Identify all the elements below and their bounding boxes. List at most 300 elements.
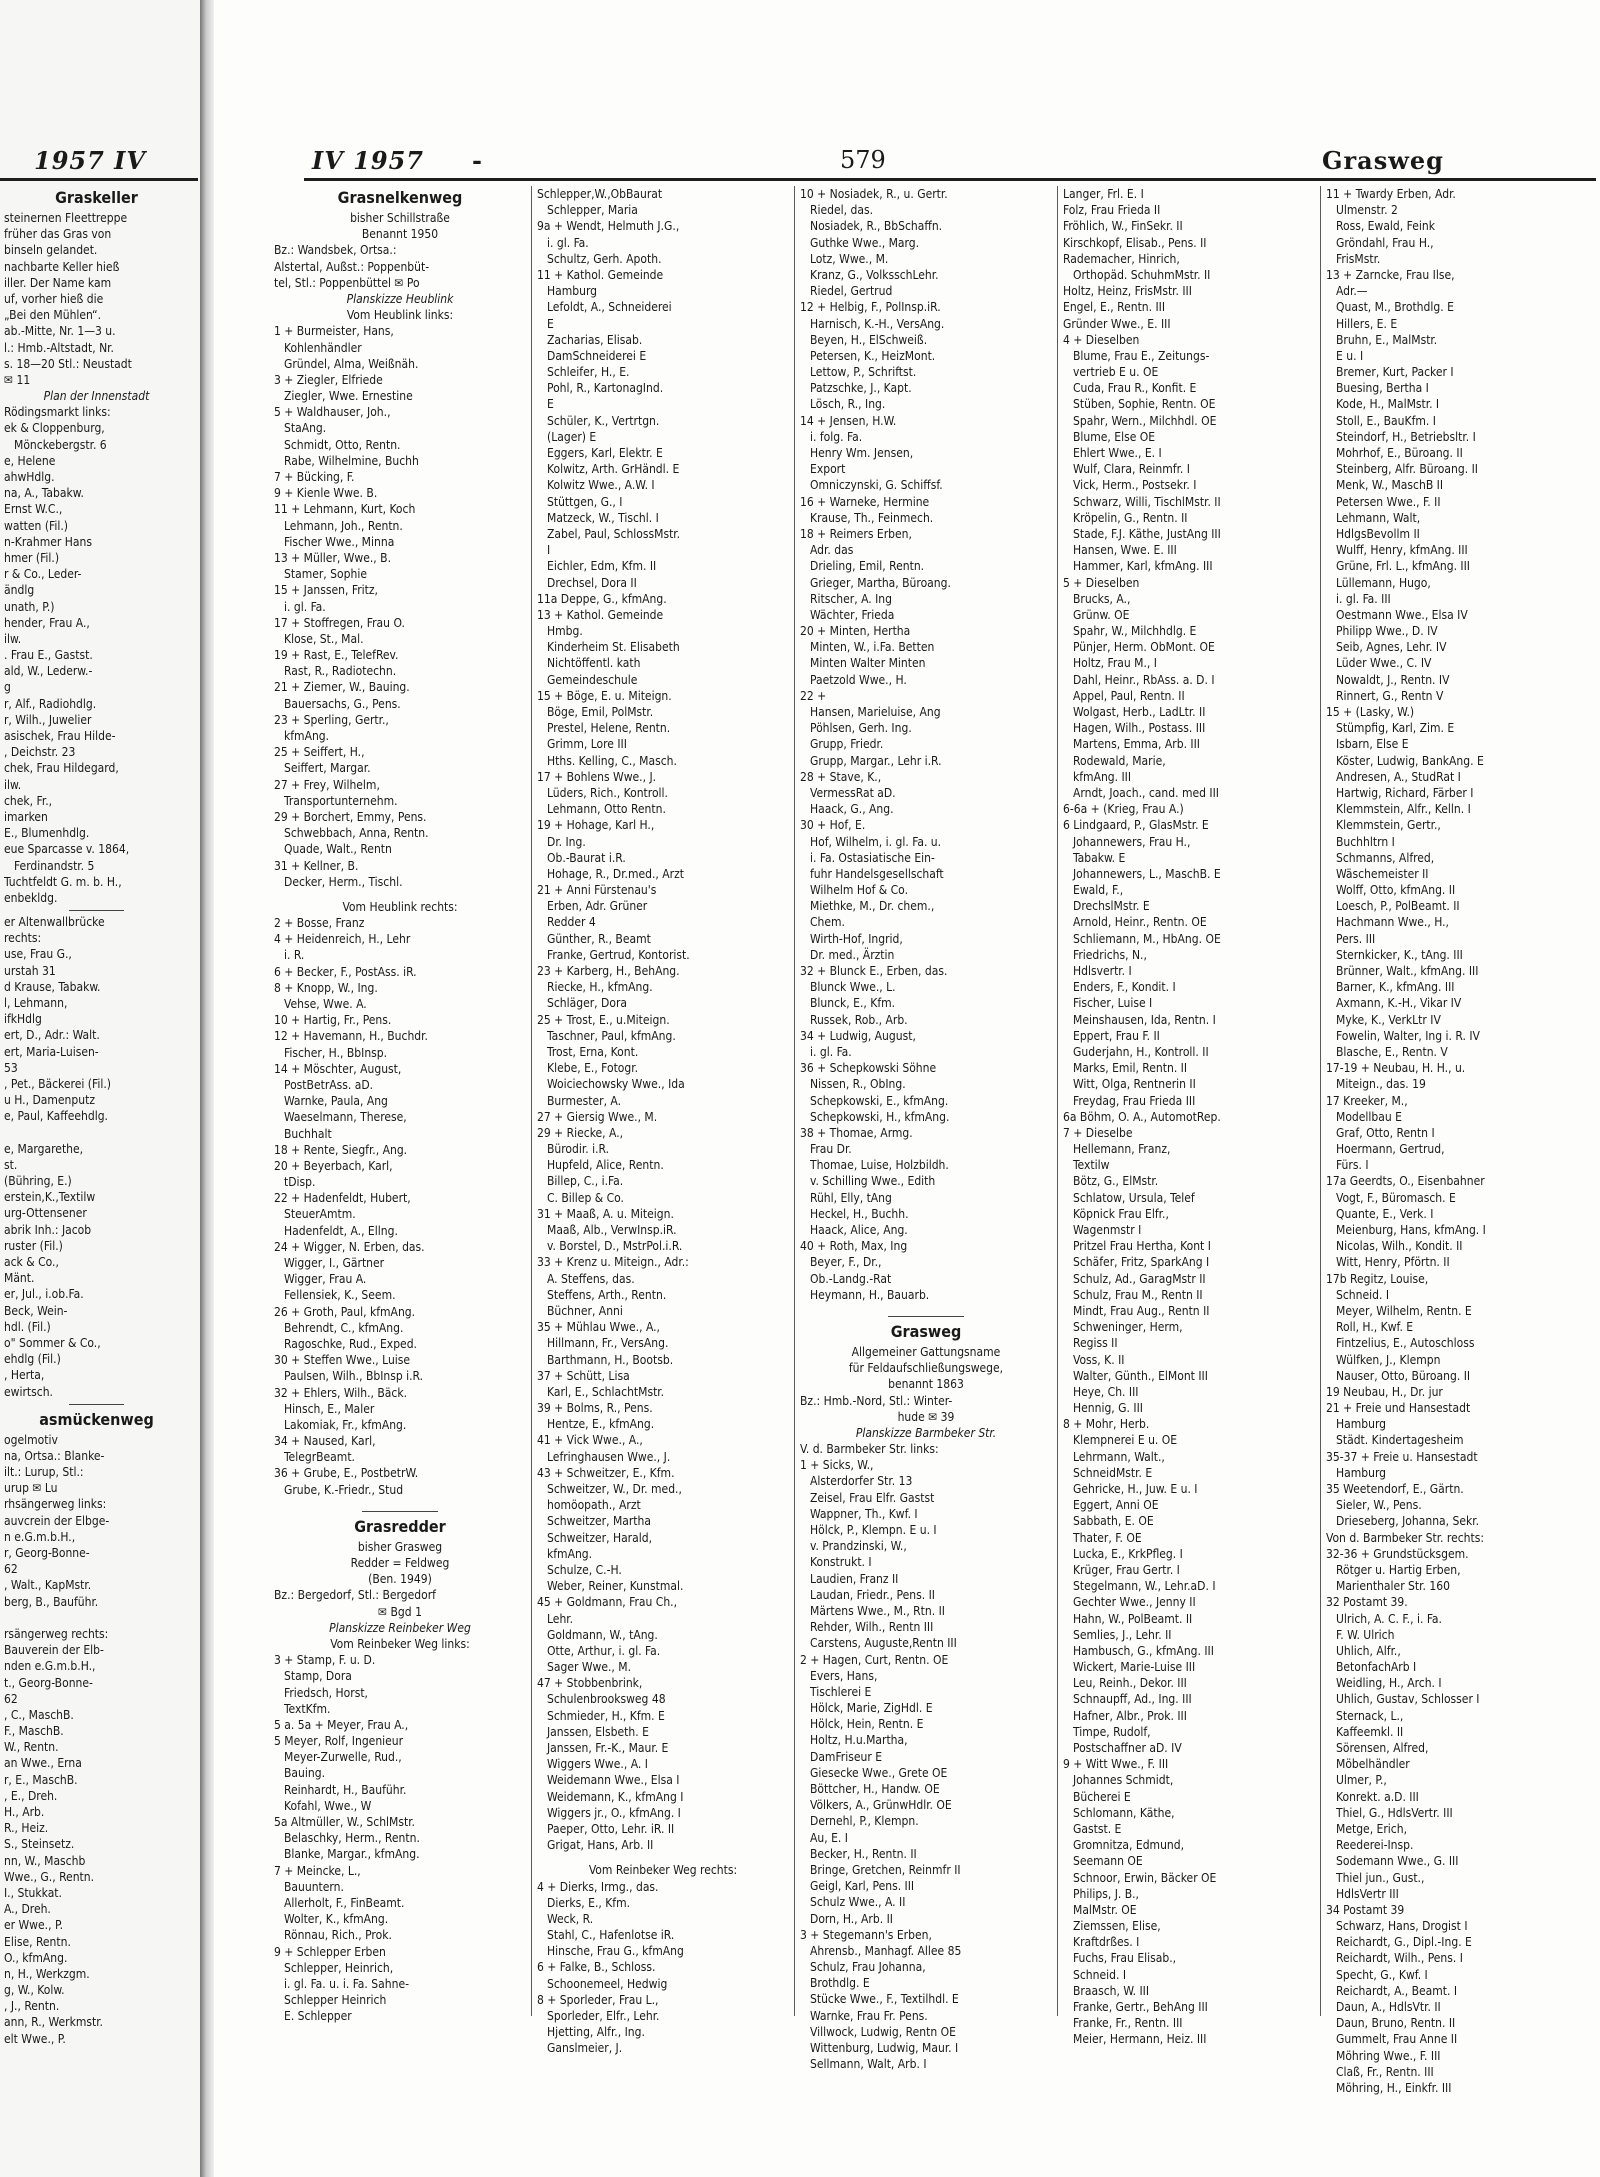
directory-line: watten (Fil.) (4, 518, 69, 533)
house-entry: 35-37 + Freie u. Hansestadt (1326, 1449, 1478, 1464)
resident-entry: Böge, Emil, PolMstr. (547, 705, 654, 719)
resident-entry: Schwebbach, Anna, Rentn. (284, 826, 429, 841)
resident-entry: kfmAng. (547, 1546, 593, 1561)
resident-entry: Metge, Erich, (1336, 1821, 1408, 1836)
resident-entry: Lefoldt, A., Schneiderei (547, 300, 672, 315)
resident-entry: Hadenfeldt, A., Ellng. (284, 1223, 398, 1238)
resident-entry: Bauersachs, G., Pens. (284, 696, 401, 711)
house-entry: 41 + Vick Wwe., A., (537, 1433, 643, 1448)
resident-entry: TextKfm. (284, 1701, 331, 1716)
resident-entry: Lehmann, Walt, (1336, 510, 1421, 525)
resident-entry: StaAng. (284, 421, 327, 436)
resident-entry: Hinsch, E., Maler (284, 1401, 375, 1416)
resident-entry: Walter, Günth., ElMont III (1073, 1368, 1208, 1383)
resident-entry: Kofahl, Wwe., W (284, 1798, 372, 1813)
resident-entry: Quade, Walt., Rentn (284, 842, 392, 857)
house-entry: 14 + Möschter, August, (274, 1061, 402, 1076)
right-header-rule (304, 178, 1596, 181)
resident-entry: Schmieder, H., Kfm. E (547, 1708, 665, 1723)
directory-line: na, A., Tabakw. (4, 486, 84, 501)
resident-entry: Grimm, Lore III (547, 737, 627, 752)
street-note: (Ben. 1949) (368, 1572, 432, 1587)
resident-entry: Lucka, E., KrkPfleg. I (1073, 1546, 1183, 1561)
resident-entry: Büchner, Anni (547, 1303, 623, 1318)
column-separator (794, 186, 795, 2016)
resident-entry: Myke, K., VerkLtr IV (1336, 1012, 1441, 1027)
resident-entry: Kolwitz, Arth. GrHändl. E (547, 462, 680, 477)
resident-entry: Lakomiak, Fr., kfmAng. (284, 1417, 407, 1432)
resident-entry: Johannewers, L., MaschB. E (1073, 866, 1221, 881)
resident-entry: Lehrmann, Walt., (1073, 1449, 1165, 1464)
resident-entry: PostBetrAss. aD. (284, 1077, 374, 1092)
resident-entry: Hahn, W., PolBeamt. II (1073, 1611, 1193, 1626)
directory-line: Alstertal, Außst.: Poppenbüt- (274, 259, 430, 274)
resident-entry: I (547, 543, 551, 558)
resident-entry: Schneid. I (1336, 1287, 1390, 1302)
directory-line: Elise, Rentn. (4, 1934, 71, 1949)
resident-entry: Tabakw. E (1073, 850, 1126, 865)
house-entry: 2 + Bosse, Franz (274, 916, 365, 931)
resident-entry: Thater, F. OE (1073, 1530, 1142, 1545)
resident-entry: Hjetting, Alfr., Ing. (547, 2025, 645, 2040)
house-entry: 6-6a + (Krieg, Frau A.) (1063, 802, 1184, 817)
directory-line: er Wwe., P. (4, 1918, 64, 1933)
resident-entry: Wulf, Clara, Reinmfr. I (1073, 462, 1190, 477)
house-entry: 26 + Groth, Paul, kfmAng. (274, 1304, 416, 1319)
resident-entry: Lüder Wwe., C. IV (1336, 656, 1432, 671)
resident-entry: Nichtöffentl. kath (547, 656, 641, 671)
resident-entry: Otte, Arthur, i. gl. Fa. (547, 1643, 661, 1658)
house-entry: 16 + Warneke, Hermine (800, 494, 930, 509)
resident-entry: Brucks, A., (1073, 591, 1131, 606)
resident-entry: Lüllemann, Hugo, (1336, 575, 1431, 590)
resident-entry: E (547, 397, 554, 412)
resident-entry: Ulmenstr. 2 (1336, 203, 1398, 218)
resident-entry: Krüger, Frau Gertr. I (1073, 1562, 1180, 1577)
directory-line: rsängerweg rechts: (4, 1626, 109, 1641)
right-running-head-street: Grasweg (1322, 146, 1444, 175)
resident-entry: Schlepper, Maria (547, 203, 638, 218)
house-entry: 17 + Stoffregen, Frau O. (274, 615, 405, 630)
house-entry: 5 a. 5a + Meyer, Frau A., (274, 1717, 409, 1732)
resident-entry: DamFriseur E (810, 1749, 883, 1764)
left-page-column (4, 186, 189, 2046)
resident-entry: Städt. Kindertagesheim (1336, 1433, 1464, 1448)
resident-entry: Klempnerei E u. OE (1073, 1433, 1178, 1448)
house-entry: 19 Neubau, H., Dr. jur (1326, 1384, 1443, 1399)
directory-line: ✉ 11 (4, 372, 31, 387)
resident-entry: Laudien, Franz II (810, 1571, 899, 1586)
resident-entry: Bücherei E (1073, 1789, 1131, 1804)
resident-entry: Klebe, E., Fotogr. (547, 1061, 639, 1076)
directory-line: ald, W., Lederw.- (4, 664, 93, 679)
resident-entry: Specht, G., Kwf. I (1336, 1967, 1428, 1982)
directory-line: H., Arb. (4, 1805, 45, 1819)
street-note: Vom Reinbeker Weg rechts: (588, 1863, 738, 1878)
resident-entry: Lettow, P., Schriftst. (810, 365, 917, 380)
resident-entry: Goldmann, W., tAng. (547, 1627, 658, 1642)
resident-entry: Quast, M., Brothdlg. E (1336, 300, 1454, 315)
resident-entry: Schäfer, Fritz, SparkAng I (1073, 1255, 1210, 1270)
resident-entry: TelegrBeamt. (284, 1450, 355, 1465)
directory-line: berg, B., Bauführ. (4, 1594, 99, 1609)
resident-entry: Claß, Fr., Rentn. III (1336, 2064, 1434, 2079)
house-entry: 13 + Müller, Wwe., B. (274, 550, 391, 565)
resident-entry: Evers, Hans, (810, 1668, 878, 1683)
resident-entry: Seiffert, Margar. (284, 761, 371, 776)
resident-entry: Heckel, H., Buchh. (810, 1206, 909, 1221)
resident-entry: Steindorf, H., Betriebsltr. I (1336, 429, 1476, 444)
house-entry: 5 Meyer, Rolf, Ingenieur (274, 1734, 404, 1749)
house-entry: 8 + Mohr, Herb. (1063, 1417, 1150, 1432)
resident-entry: Drieseberg, Johanna, Sekr. (1336, 1514, 1480, 1529)
street-note: Benannt 1950 (361, 227, 439, 242)
directory-line: Gründer Wwe., E. III (1063, 316, 1171, 331)
house-entry: 5a Altmüller, W., SchlMstr. (274, 1815, 415, 1829)
resident-entry: Weidemann Wwe., Elsa I (547, 1773, 680, 1788)
resident-entry: Hammer, Karl, kfmAng. III (1073, 559, 1213, 574)
resident-entry: Hennig, G. III (1073, 1401, 1143, 1416)
resident-entry: Schulz, Ad., GaragMstr II (1073, 1271, 1206, 1286)
resident-entry: Meienburg, Hans, kfmAng. I (1336, 1223, 1486, 1237)
resident-entry: Grube, K.-Friedr., Stud (284, 1482, 404, 1497)
directory-line: ann, R., Werkmstr. (4, 2015, 103, 2030)
resident-entry: Klemmstein, Alfr., Kelln. I (1336, 802, 1471, 817)
resident-entry: C. Billep & Co. (547, 1190, 624, 1205)
directory-line: ilt.: Lurup, Stl.: (4, 1465, 84, 1480)
resident-entry: Decker, Herm., Tischl. (284, 874, 403, 889)
resident-entry: E (547, 316, 554, 331)
resident-entry: Schulze, C.-H. (547, 1562, 622, 1577)
resident-entry: Wilhelm Hof & Co. (810, 883, 909, 898)
directory-line: Rödingsmarkt links: (4, 405, 111, 420)
resident-entry: Nissen, R., ObIng. (810, 1077, 906, 1092)
resident-entry: Ziemssen, Elise, (1073, 1919, 1161, 1934)
directory-line: e, Paul, Kaffeehdlg. (4, 1109, 108, 1124)
resident-entry: Waeselmann, Therese, (284, 1110, 407, 1125)
resident-entry: Ehlert Wwe., E. I (1073, 446, 1162, 460)
directory-line: nn, W., Maschb (4, 1853, 86, 1868)
left-header-rule (0, 178, 198, 181)
directory-line: , C., MaschB. (4, 1707, 74, 1722)
resident-entry: Matzeck, W., Tischl. I (547, 510, 659, 525)
directory-line: Engel, E., Rentn. III (1063, 300, 1166, 315)
resident-entry: Schulenbrooksweg 48 (547, 1692, 666, 1707)
house-entry: 8 + Knopp, W., Ing. (274, 980, 378, 995)
directory-line: ilw. (4, 777, 22, 792)
resident-entry: Steffens, Arth., Rentn. (547, 1287, 667, 1302)
house-entry: 9a + Wendt, Helmuth J.G., (537, 219, 680, 234)
resident-entry: Kraftdrßes. I (1073, 1935, 1140, 1950)
directory-line: Holtz, Heinz, FrisMstr. III (1063, 284, 1192, 299)
plan-reference: Plan der Innenstadt (43, 389, 150, 404)
street-heading: Grasweg (890, 1321, 962, 1341)
resident-entry: Schoonemeel, Hedwig (547, 1976, 668, 1991)
resident-entry: Heymann, H., Bauarb. (810, 1287, 930, 1302)
resident-entry: Brünner, Walt., kfmAng. III (1336, 964, 1479, 978)
resident-entry: Gromnitza, Edmund, (1073, 1838, 1185, 1853)
resident-entry: Timpe, Rudolf, (1073, 1724, 1151, 1739)
directory-line: urstah 31 (4, 963, 56, 978)
resident-entry: Hölck, P., Klempn. E u. I (810, 1523, 937, 1537)
resident-entry: Grupp, Friedr. (810, 737, 884, 752)
resident-entry: Fuchs, Frau Elisab., (1073, 1951, 1177, 1966)
house-entry: 13 + Kathol. Gemeinde (537, 607, 664, 622)
resident-entry: Hansen, Marieluise, Ang (810, 705, 941, 719)
directory-line: n e.G.m.b.H., (4, 1529, 76, 1544)
house-entry: 20 + Beyerbach, Karl, (274, 1158, 393, 1173)
house-entry: 13 + Zarncke, Frau Ilse, (1326, 267, 1455, 282)
directory-line: „Bei den Mühlen“. (4, 308, 102, 323)
resident-entry: Quante, E., Verk. I (1336, 1206, 1434, 1221)
resident-entry: Miethke, M., Dr. chem., (810, 899, 935, 914)
resident-entry: Taschner, Paul, kfmAng. (547, 1028, 676, 1043)
resident-entry: Hths. Kelling, C., Masch. (547, 753, 677, 768)
resident-entry: Dierks, E., Kfm. (547, 1895, 631, 1910)
resident-entry: Karl, E., SchlachtMstr. (547, 1384, 665, 1399)
resident-entry: Voss, K. II (1073, 1352, 1125, 1367)
resident-entry: Vogt, F., Büromasch. E (1336, 1190, 1456, 1205)
house-entry: 1 + Sicks, W., (800, 1458, 874, 1473)
directory-line: g (4, 680, 11, 695)
directory-line: elt Wwe., P. (4, 2031, 66, 2046)
directory-line: s. 18—20 Stl.: Neustadt (4, 356, 132, 371)
resident-entry: Barner, K., kfmAng. III (1336, 980, 1455, 995)
directory-line: , Herta, (4, 1368, 45, 1383)
resident-entry: Stamp, Dora (284, 1669, 352, 1684)
house-entry: 33 + Krenz u. Miteign., Adr.: (537, 1255, 689, 1270)
resident-entry: Hmbg. (547, 624, 583, 639)
resident-entry: Vehse, Wwe. A. (284, 997, 367, 1011)
resident-entry: Sporleder, Elfr., Lehr. (547, 2009, 660, 2023)
resident-entry: Bauing. (284, 1766, 325, 1781)
directory-line: r, Georg-Bonne- (4, 1546, 90, 1560)
house-entry: 9 + Kienle Wwe. B. (274, 486, 378, 501)
resident-entry: Schulz Wwe., A. II (810, 1895, 906, 1910)
resident-entry: i. gl. Fa. III (1336, 591, 1391, 606)
directory-line: st. (4, 1157, 18, 1172)
resident-entry: Johannewers, Frau H., (1073, 834, 1191, 849)
directory-line: auvcrein der Elbge- (4, 1513, 110, 1528)
house-entry: 23 + Karberg, H., BehAng. (537, 964, 680, 978)
resident-entry: Lotz, Wwe., M. (810, 251, 889, 266)
resident-entry: Frau Dr. (810, 1142, 852, 1157)
resident-entry: Drechsel, Dora II (547, 575, 637, 590)
resident-entry: Bruhn, E., MalMstr. (1336, 332, 1438, 347)
resident-entry: v. Borstel, D., MstrPol.i.R. (547, 1239, 683, 1254)
resident-entry: Pritzel Frau Hertha, Kont I (1073, 1239, 1211, 1254)
resident-entry: (Lager) E (547, 429, 597, 444)
resident-entry: Rehder, Wilh., Rentn III (810, 1620, 934, 1635)
house-entry: 27 + Frey, Wilhelm, (274, 777, 380, 792)
resident-entry: Graf, Otto, Rentn I (1336, 1125, 1435, 1140)
resident-entry: Sternack, L., (1336, 1708, 1404, 1723)
resident-entry: Wiggers jr., O., kfmAng. I (547, 1805, 681, 1820)
resident-entry: Trost, Erna, Kont. (547, 1044, 639, 1059)
resident-entry: Paeper, Otto, Lehr. iR. II (547, 1821, 675, 1836)
resident-entry: Grieger, Martha, Büroang. (810, 575, 951, 590)
resident-entry: Ahrensb., Manhagf. Allee 85 (810, 1943, 962, 1958)
resident-entry: Fintzelius, E., Autoschloss (1336, 1336, 1475, 1351)
directory-line: V. d. Barmbeker Str. links: (800, 1442, 939, 1457)
house-entry: 8 + Sporleder, Frau L., (537, 1992, 659, 2007)
resident-entry: Reichardt, Wilh., Pens. I (1336, 1951, 1463, 1966)
resident-entry: Möhring Wwe., F. III (1336, 2048, 1441, 2063)
directory-line (4, 1125, 189, 1141)
resident-entry: Gemeindeschule (547, 672, 638, 687)
resident-entry: Blume, Else OE (1073, 429, 1156, 444)
resident-entry: Rabe, Wilhelmine, Buchh (284, 453, 419, 468)
resident-entry: Oestmann Wwe., Elsa IV (1336, 607, 1468, 622)
resident-entry: Wirth-Hof, Ingrid, (810, 931, 903, 946)
resident-entry: Roll, H., Kwf. E (1336, 1320, 1414, 1335)
resident-entry: Kranz, G., VolksschLehr. (810, 267, 939, 282)
directory-line: . Frau E., Gastst. (4, 648, 93, 663)
resident-entry: Hölck, Marie, ZigHdl. E (810, 1701, 933, 1716)
house-entry: 20 + Minten, Hertha (800, 624, 911, 639)
directory-line: Langer, Frl. E. I (1063, 187, 1144, 201)
resident-entry: Allerholt, F., FinBeamt. (284, 1895, 405, 1910)
resident-entry: Stade, F.J. Käthe, JustAng III (1073, 526, 1221, 541)
resident-entry: Hansen, Wwe. E. III (1073, 543, 1177, 558)
resident-entry: Ob.-Baurat i.R. (547, 850, 626, 865)
resident-entry: Hdlsvertr. I (1073, 964, 1132, 978)
resident-entry: Buesing, Bertha I (1336, 381, 1429, 396)
house-entry: 35 Weetendorf, E., Gärtn. (1326, 1482, 1464, 1496)
directory-line: o" Sommer & Co., (4, 1335, 101, 1350)
resident-entry: Lefringhausen Wwe., J. (547, 1449, 671, 1464)
resident-entry: Spahr, Wern., Milchhdl. OE (1073, 413, 1217, 428)
directory-line: F., MaschB. (4, 1724, 64, 1739)
resident-entry: Guderjahn, H., Kontroll. II (1073, 1044, 1209, 1059)
resident-entry: Grünw. OE (1073, 607, 1130, 622)
resident-entry: Eggert, Anni OE (1073, 1498, 1159, 1513)
resident-entry: i. Fa. Ostasiatische Ein- (810, 850, 935, 865)
resident-entry: Leu, Reinh., Dekor. III (1073, 1676, 1187, 1691)
directory-line: O., kfmAng. (4, 1950, 68, 1965)
directory-line: erstein,K.,Textilw (4, 1190, 96, 1205)
resident-entry: Pünjer, Herm. ObMont. OE (1073, 640, 1215, 655)
street-note: ✉ Bgd 1 (378, 1604, 422, 1619)
resident-entry: Enders, F., Kondit. I (1073, 980, 1176, 995)
directory-line: Folz, Frau Frieda II (1063, 203, 1161, 218)
resident-entry: Ziegler, Wwe. Ernestine (284, 389, 413, 404)
resident-entry: Janssen, Fr.-K., Maur. E (547, 1741, 669, 1755)
column-2 (537, 186, 789, 2056)
resident-entry: Bringe, Gretchen, Reinmfr II (810, 1862, 961, 1877)
directory-line: ab.-Mitte, Nr. 1—3 u. (4, 324, 116, 339)
resident-entry: Hamburg (1336, 1417, 1387, 1432)
house-entry: 6 + Falke, B., Schloss. (537, 1960, 656, 1975)
directory-line: er, Jul., i.ob.Fa. (4, 1287, 84, 1302)
house-entry: 15 + Böge, E. u. Miteign. (537, 688, 672, 703)
resident-entry: Holtz, H.u.Martha, (810, 1733, 908, 1748)
resident-entry: Appel, Paul, Rentn. II (1073, 688, 1185, 703)
resident-entry: Böttcher, H., Handw. OE (810, 1782, 940, 1796)
book-gutter (200, 0, 214, 2177)
house-entry: 12 + Havemann, H., Buchdr. (274, 1029, 428, 1044)
resident-entry: Daun, A., HdlsVtr. II (1336, 2000, 1441, 2014)
directory-line: ahwHdlg. (4, 470, 55, 484)
resident-entry: Belaschky, Herm., Rentn. (284, 1831, 420, 1846)
resident-entry: Schläger, Dora (547, 996, 628, 1011)
resident-entry: Arnold, Heinr., Rentn. OE (1073, 915, 1207, 930)
resident-entry: Lüders, Rich., Kontroll. (547, 785, 668, 800)
resident-entry: Rönnau, Rich., Prok. (284, 1928, 392, 1943)
resident-entry: Stoll, E., BauKfm. I (1336, 413, 1436, 428)
column-separator (531, 186, 532, 2016)
resident-entry: Adr. das (810, 543, 854, 558)
house-entry: 17 + Bohlens Wwe., J. (537, 769, 657, 784)
house-entry: 9 + Witt Wwe., F. III (1063, 1757, 1169, 1772)
directory-line: r, Alf., Radiohdlg. (4, 696, 97, 711)
resident-entry: Mohrhof, E., Büroang. II (1336, 446, 1463, 460)
resident-entry: Haack, Alice, Ang. (810, 1223, 908, 1237)
resident-entry: Schlepper Heinrich (284, 1993, 387, 2008)
resident-entry: Wolff, Otto, kfmAng. II (1336, 883, 1456, 898)
resident-entry: Möbelhändler (1336, 1757, 1410, 1772)
resident-entry: Franke, Gertr., BehAng III (1073, 2000, 1208, 2014)
house-entry: 19 + Rast, E., TelefRev. (274, 648, 399, 663)
house-entry: 34 + Ludwig, August, (800, 1028, 916, 1043)
directory-line: Bz.: Hmb.-Nord, Stl.: Winter- (800, 1393, 953, 1408)
directory-line: R., Heiz. (4, 1821, 49, 1836)
directory-line: l, Lehmann, (4, 996, 68, 1010)
directory-line: , J., Rentn. (4, 1999, 60, 2014)
resident-entry: Villwock, Ludwig, Rentn OE (810, 2024, 956, 2039)
resident-entry: Hafner, Albr., Prok. III (1073, 1708, 1187, 1723)
resident-entry: Geigl, Karl, Pens. III (810, 1879, 915, 1894)
resident-entry: Schmidt, Otto, Rentn. (284, 437, 401, 452)
resident-entry: Freydag, Frau Frieda III (1073, 1093, 1196, 1108)
resident-entry: Dahl, Heinr., RbAss. a. D. I (1073, 672, 1215, 687)
section-divider (4, 906, 189, 914)
resident-entry: Semlies, J., Lehr. II (1073, 1627, 1172, 1642)
directory-line: r, Wilh., Juwelier (4, 712, 92, 727)
directory-line: ack & Co., (4, 1255, 59, 1269)
house-entry: 28 + Stave, K., (800, 769, 882, 784)
resident-entry: Patzschke, J., Kapt. (810, 381, 912, 396)
resident-entry: Beyen, H., ElSchweiß. (810, 332, 928, 347)
resident-entry: Eppert, Frau F. II (1073, 1028, 1160, 1043)
resident-entry: Konstrukt. I (810, 1555, 872, 1570)
directory-line: urg-Ottensener (4, 1206, 87, 1221)
resident-entry: Riecke, H., kfmAng. (547, 980, 653, 995)
house-entry: 30 + Steffen Wwe., Luise (274, 1353, 411, 1368)
directory-line: nden e.G.m.b.H., (4, 1659, 96, 1674)
resident-entry: i. gl. Fa. (284, 599, 326, 614)
resident-entry: Bremer, Kurt, Packer I (1336, 365, 1454, 380)
resident-entry: Seemann OE (1073, 1854, 1143, 1869)
house-entry: 62 (4, 1562, 18, 1577)
resident-entry: Andresen, A., StudRat I (1336, 769, 1461, 784)
resident-entry: Schliemann, M., HbAng. OE (1073, 931, 1221, 946)
street-note: benannt 1863 (888, 1377, 964, 1392)
house-entry: 27 + Giersig Wwe., M. (537, 1109, 658, 1124)
house-entry: 25 + Seiffert, H., (274, 745, 365, 760)
directory-line: S., Steinsetz. (4, 1837, 75, 1852)
directory-line: asischek, Frau Hilde- (4, 729, 116, 743)
resident-entry: Erben, Adr. Grüner (547, 899, 648, 914)
house-entry: 4 + Dierks, Irmg., das. (537, 1879, 659, 1894)
resident-entry: Philipp Wwe., D. IV (1336, 624, 1438, 639)
column-1 (274, 186, 526, 2024)
resident-entry: Alsterdorfer Str. 13 (810, 1474, 913, 1489)
house-entry: 17a Geerdts, O., Eisenbahner (1326, 1174, 1485, 1189)
resident-entry: Woiciechowsky Wwe., Ida (547, 1077, 685, 1092)
resident-entry: Pohl, R., KartonagInd. (547, 381, 664, 396)
resident-entry: Klose, St., Mal. (284, 631, 364, 646)
